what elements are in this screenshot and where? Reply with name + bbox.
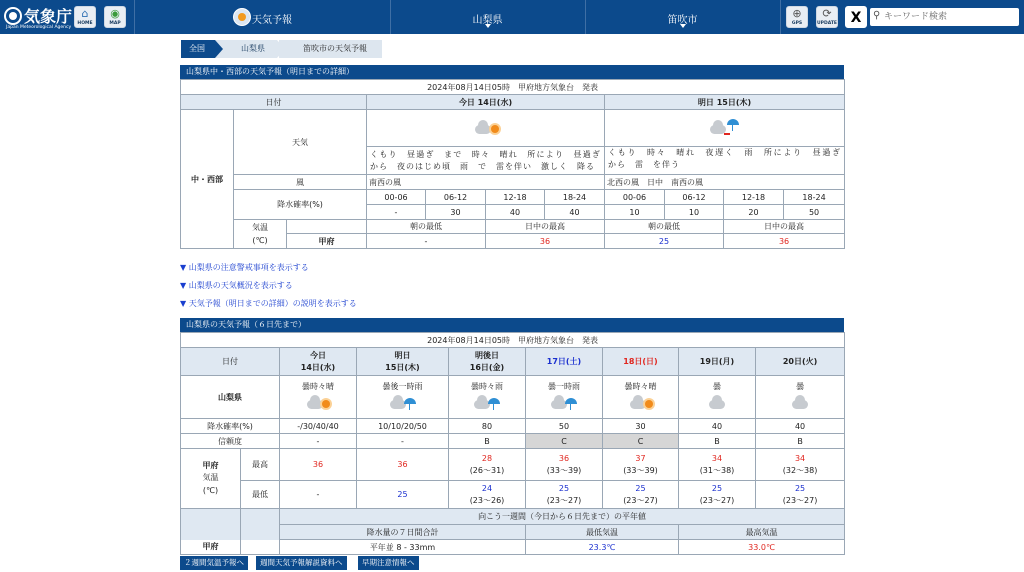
weekly-reliability: - bbox=[280, 434, 357, 449]
weekly-min-temp bbox=[526, 481, 603, 509]
weekly-max-value: 28 bbox=[481, 453, 493, 463]
refresh-icon: ⟳ bbox=[822, 7, 832, 20]
weekly-weather-cell bbox=[449, 376, 526, 419]
weekly-max-value: 36 bbox=[312, 459, 324, 469]
pop-value: 10 bbox=[665, 205, 724, 220]
weekly-weather-cell bbox=[357, 376, 449, 419]
site-header bbox=[0, 0, 1024, 34]
gps-button[interactable] bbox=[786, 6, 808, 28]
wind-label: 風 bbox=[234, 175, 367, 190]
gps-label: GPS bbox=[791, 21, 803, 26]
early-warning-button[interactable]: 早期注意情報へ bbox=[358, 556, 419, 570]
weekly-commentary-button[interactable]: 週間天気予報解説資料へ bbox=[256, 556, 347, 570]
weather-label: 天気 bbox=[234, 110, 367, 175]
weekly-reliability: B bbox=[679, 434, 756, 449]
weekly-weather-text: 曇時々晴 bbox=[302, 381, 334, 391]
weekly-min-value: 25 bbox=[711, 483, 723, 493]
weekly-max-temp bbox=[526, 449, 603, 481]
pop-value: 40 bbox=[486, 205, 545, 220]
weekly-reliability: C bbox=[526, 434, 603, 449]
link-explanation[interactable]: ▼ 天気予報（明日までの詳細）の説明を表示する bbox=[180, 299, 357, 308]
weekly-temp-label: 気温 (℃) bbox=[202, 473, 219, 495]
weekly-weather-text: 曇 bbox=[713, 381, 721, 391]
weekly-max-range: (33～39) bbox=[623, 465, 658, 475]
weekly-max-temp bbox=[357, 449, 449, 481]
toggle-links bbox=[180, 259, 357, 313]
weekly-pop-value: 10/10/20/50 bbox=[357, 419, 449, 434]
cloud-icon bbox=[785, 392, 815, 412]
weekly-day-label: 明日 bbox=[394, 350, 411, 360]
jma-mark-icon bbox=[4, 7, 22, 25]
day1-min-temp: - bbox=[367, 234, 486, 249]
weekly-pop-value: 80 bbox=[449, 419, 526, 434]
weekly-max-label: 最高 bbox=[241, 449, 280, 481]
pop-time: 00-06 bbox=[605, 190, 665, 205]
update-label: UPDATE bbox=[817, 21, 837, 26]
weekly-min-temp bbox=[357, 481, 449, 509]
weekly-max-temp bbox=[679, 449, 756, 481]
cloud-rain-icon bbox=[472, 392, 502, 412]
pop-time: 18-24 bbox=[784, 190, 845, 205]
pop-label: 降水確率(%) bbox=[234, 190, 367, 220]
weekly-forecast-table bbox=[180, 332, 845, 555]
weekly-max-temp bbox=[449, 449, 526, 481]
normal-blank bbox=[241, 509, 280, 540]
weekly-weather-text: 曇時々雨 bbox=[471, 381, 503, 391]
weekly-max-value: 36 bbox=[397, 459, 408, 469]
cloud-rain-icon bbox=[549, 392, 579, 412]
morning-min-label: 朝の最低 bbox=[367, 220, 486, 234]
pop-time: 06-12 bbox=[665, 190, 724, 205]
weekly-min-range: (23～27) bbox=[546, 495, 582, 505]
weekly-pop-label: 降水確率(%) bbox=[181, 419, 280, 434]
normal-min-value: 23.3℃ bbox=[526, 540, 679, 555]
weekly-weather-cell bbox=[280, 376, 357, 419]
weekly-date-header: 日付 bbox=[181, 348, 280, 376]
weekly-max-value: 34 bbox=[711, 453, 723, 463]
day-max-label: 日中の最高 bbox=[724, 220, 845, 234]
weekly-min-temp bbox=[603, 481, 679, 509]
logo-subtitle: Japan Meteorological Agency bbox=[6, 25, 72, 30]
link-warnings[interactable]: ▼ 山梨県の注意警戒事項を表示する bbox=[180, 263, 309, 272]
weekly-day-label: 明後日 bbox=[475, 350, 499, 360]
x-logo-icon: X bbox=[850, 10, 862, 26]
home-icon: ⌂ bbox=[81, 7, 89, 20]
weekly-temp-station bbox=[181, 449, 241, 509]
pop-time: 12-18 bbox=[486, 190, 545, 205]
rain-total-label: 降水量の７日間合計 bbox=[280, 525, 526, 540]
cloud-rain-icon bbox=[388, 392, 418, 412]
pop-time: 18-24 bbox=[545, 190, 605, 205]
day1-weather-text: くもり 昼過ぎ まで 時々 晴れ 所により 昼過ぎ から 夜のはじめ頃 雨 で 雷を伴い 激しく 降る bbox=[367, 147, 605, 175]
weekly-min-value: 24 bbox=[481, 483, 493, 493]
weekly-weather-text: 曇後一時雨 bbox=[382, 381, 423, 391]
detail-forecast-title: 山梨県中・西部の天気予報（明日までの詳細） bbox=[180, 65, 844, 79]
weekly-weather-cell bbox=[526, 376, 603, 419]
weekly-pop-value: 40 bbox=[756, 419, 845, 434]
breadcrumb-yamanashi[interactable]: 山梨県 bbox=[215, 40, 277, 58]
weekly-weather-cell bbox=[756, 376, 845, 419]
pop-value: 20 bbox=[724, 205, 784, 220]
normal-min-label: 最低気温 bbox=[526, 525, 679, 540]
weekly-min-value: 25 bbox=[397, 489, 408, 499]
weekly-min-temp bbox=[679, 481, 756, 509]
nav-forecast-label: 天気予報 bbox=[252, 15, 292, 26]
normal-max-value: 33.0℃ bbox=[679, 540, 845, 555]
detail-forecast-table bbox=[180, 79, 851, 249]
nav-forecast[interactable] bbox=[252, 0, 312, 34]
normal-max-label: 最高気温 bbox=[679, 525, 845, 540]
weekly-min-range: (23～27) bbox=[699, 495, 735, 505]
day1-weather-icon-cell bbox=[367, 110, 605, 147]
map-pin-icon: ◉ bbox=[110, 7, 120, 20]
station-label: 甲府 bbox=[287, 234, 367, 249]
weekly-forecast-title: 山梨県の天気予報（６日先まで） bbox=[180, 318, 844, 332]
weekly-min-label: 最低 bbox=[241, 481, 280, 509]
weekly-reliability: C bbox=[603, 434, 679, 449]
breadcrumb-current: 笛吹市の天気予報 bbox=[278, 40, 382, 58]
normal-station-label: 甲府 bbox=[181, 540, 241, 555]
cloud-sun-icon bbox=[303, 392, 333, 412]
nav-city-dropdown[interactable] bbox=[585, 0, 780, 34]
rain-total-value: 平年並 8 - 33mm bbox=[280, 540, 526, 555]
cloud-rain-icon bbox=[710, 117, 740, 137]
weekly-min-value: 25 bbox=[635, 483, 646, 493]
weekly-rel-label: 信頼度 bbox=[181, 434, 280, 449]
weekly-day-label: 19日(月) bbox=[699, 356, 735, 366]
pop-time: 00-06 bbox=[367, 190, 426, 205]
weekly-pop-value: 40 bbox=[679, 419, 756, 434]
pop-value: - bbox=[367, 205, 426, 220]
normal-blank bbox=[241, 540, 280, 555]
weekly-min-range: (23～27) bbox=[782, 495, 818, 505]
day1-header: 今日 14日(水) bbox=[367, 95, 605, 110]
weekly-pop-value: -/30/40/40 bbox=[280, 419, 357, 434]
weekly-day-label: 18日(日) bbox=[623, 356, 658, 366]
weekly-max-range: (32～38) bbox=[782, 465, 818, 475]
search-input[interactable] bbox=[884, 9, 1014, 25]
weekly-pop-value: 50 bbox=[526, 419, 603, 434]
home-button[interactable] bbox=[74, 6, 96, 28]
jma-logo[interactable] bbox=[4, 4, 73, 32]
weekly-day-header bbox=[449, 348, 526, 376]
breadcrumb-national[interactable]: 全国 bbox=[181, 40, 215, 58]
cloud-sun-icon bbox=[471, 117, 501, 137]
forecast-sun-icon bbox=[233, 8, 251, 26]
map-button[interactable] bbox=[104, 6, 126, 28]
weekly-day-header bbox=[679, 348, 756, 376]
two-week-temp-button[interactable]: ２週間気温予報へ bbox=[180, 556, 248, 570]
weekly-reliability: B bbox=[449, 434, 526, 449]
day2-max-temp: 36 bbox=[724, 234, 845, 249]
day-max-label: 日中の最高 bbox=[486, 220, 605, 234]
weekly-weather-text: 曇一時雨 bbox=[548, 381, 580, 391]
cloud-sun-icon bbox=[626, 392, 656, 412]
weekly-max-range: (31～38) bbox=[699, 465, 735, 475]
weekly-day-date: 15日(木) bbox=[385, 362, 420, 372]
area-label: 中・西部 bbox=[181, 110, 234, 249]
chevron-down-icon bbox=[680, 24, 686, 28]
weekly-max-range: (33～39) bbox=[546, 465, 582, 475]
weekly-day-header bbox=[603, 348, 679, 376]
weekly-min-temp bbox=[280, 481, 357, 509]
pop-value: 10 bbox=[605, 205, 665, 220]
nav-prefecture-dropdown[interactable] bbox=[390, 0, 585, 34]
weekly-issued: 2024年08月14日05時 甲府地方気象台 発表 bbox=[181, 333, 845, 348]
update-button[interactable] bbox=[816, 6, 838, 28]
weekly-weather-text: 曇時々晴 bbox=[624, 381, 657, 391]
weekly-min-temp bbox=[756, 481, 845, 509]
temp-label: 気温 (℃) bbox=[234, 220, 287, 249]
search-icon: ⚲ bbox=[873, 10, 881, 21]
header-divider bbox=[780, 0, 781, 34]
day2-min-temp: 25 bbox=[605, 234, 724, 249]
map-label: MAP bbox=[109, 21, 121, 26]
day1-wind: 南西の風 bbox=[367, 175, 605, 190]
weekly-day-header bbox=[280, 348, 357, 376]
weekly-day-label: 20日(火) bbox=[782, 356, 818, 366]
day2-weather-icon-cell bbox=[605, 110, 845, 147]
weekly-day-label: 今日 bbox=[310, 350, 326, 360]
nav-pref-label: 山梨県 bbox=[472, 15, 503, 26]
day2-weather-text: くもり 時々 晴れ 夜遅く 雨 所により 昼過ぎ から 雷 を伴う bbox=[605, 147, 845, 175]
weekly-day-label: 17日(土) bbox=[546, 356, 582, 366]
weekly-day-header bbox=[357, 348, 449, 376]
weekly-max-temp bbox=[280, 449, 357, 481]
morning-min-label: 朝の最低 bbox=[605, 220, 724, 234]
nav-city-label: 笛吹市 bbox=[667, 15, 698, 26]
search-box[interactable] bbox=[870, 8, 1019, 26]
day2-wind: 北西の風 日中 南西の風 bbox=[605, 175, 845, 190]
pop-value: 50 bbox=[784, 205, 845, 220]
day2-header: 明日 15日(木) bbox=[605, 95, 845, 110]
weekly-weather-cell bbox=[679, 376, 756, 419]
weekly-max-temp bbox=[603, 449, 679, 481]
home-label: HOME bbox=[77, 21, 93, 26]
detail-issued: 2024年08月14日05時 甲府地方気象台 発表 bbox=[181, 80, 845, 95]
normal-blank bbox=[181, 509, 241, 540]
header-divider bbox=[134, 0, 135, 34]
weekly-day-date: 16日(金) bbox=[469, 362, 505, 372]
weekly-min-value: 25 bbox=[794, 483, 806, 493]
weekly-day-header bbox=[756, 348, 845, 376]
chevron-down-icon bbox=[485, 24, 491, 28]
normal-title: 向こう一週間（今日から６日先まで）の平年値 bbox=[280, 509, 845, 525]
pop-time: 12-18 bbox=[724, 190, 784, 205]
weekly-day-header bbox=[526, 348, 603, 376]
x-share-button[interactable] bbox=[845, 6, 867, 28]
day1-max-temp: 36 bbox=[486, 234, 605, 249]
weekly-min-temp bbox=[449, 481, 526, 509]
weekly-pop-value: 30 bbox=[603, 419, 679, 434]
weekly-min-value: - bbox=[316, 489, 320, 499]
weekly-min-range: (23～27) bbox=[623, 495, 658, 505]
cloud-icon bbox=[702, 392, 732, 412]
weekly-pref-label: 山梨県 bbox=[181, 376, 280, 419]
gps-icon: ⊕ bbox=[792, 7, 802, 20]
weekly-reliability: B bbox=[756, 434, 845, 449]
weekly-max-temp bbox=[756, 449, 845, 481]
temp-blank bbox=[287, 220, 367, 234]
weekly-max-value: 34 bbox=[794, 453, 806, 463]
weekly-min-value: 25 bbox=[558, 483, 570, 493]
pop-value: 40 bbox=[545, 205, 605, 220]
link-overview[interactable]: ▼ 山梨県の天気概況を表示する bbox=[180, 281, 293, 290]
pop-value: 30 bbox=[426, 205, 486, 220]
logo-text: 気象庁 bbox=[24, 7, 73, 26]
date-header: 日付 bbox=[181, 95, 367, 110]
weekly-weather-text: 曇 bbox=[796, 381, 805, 391]
weekly-min-range: (23～26) bbox=[469, 495, 505, 505]
weekly-station-label: 甲府 bbox=[202, 461, 219, 470]
weekly-day-date: 14日(水) bbox=[300, 362, 336, 372]
weekly-reliability: - bbox=[357, 434, 449, 449]
weekly-max-range: (26～31) bbox=[469, 465, 505, 475]
pop-time: 06-12 bbox=[426, 190, 486, 205]
weekly-max-value: 37 bbox=[635, 453, 646, 463]
weekly-max-value: 36 bbox=[558, 453, 570, 463]
weekly-weather-cell bbox=[603, 376, 679, 419]
